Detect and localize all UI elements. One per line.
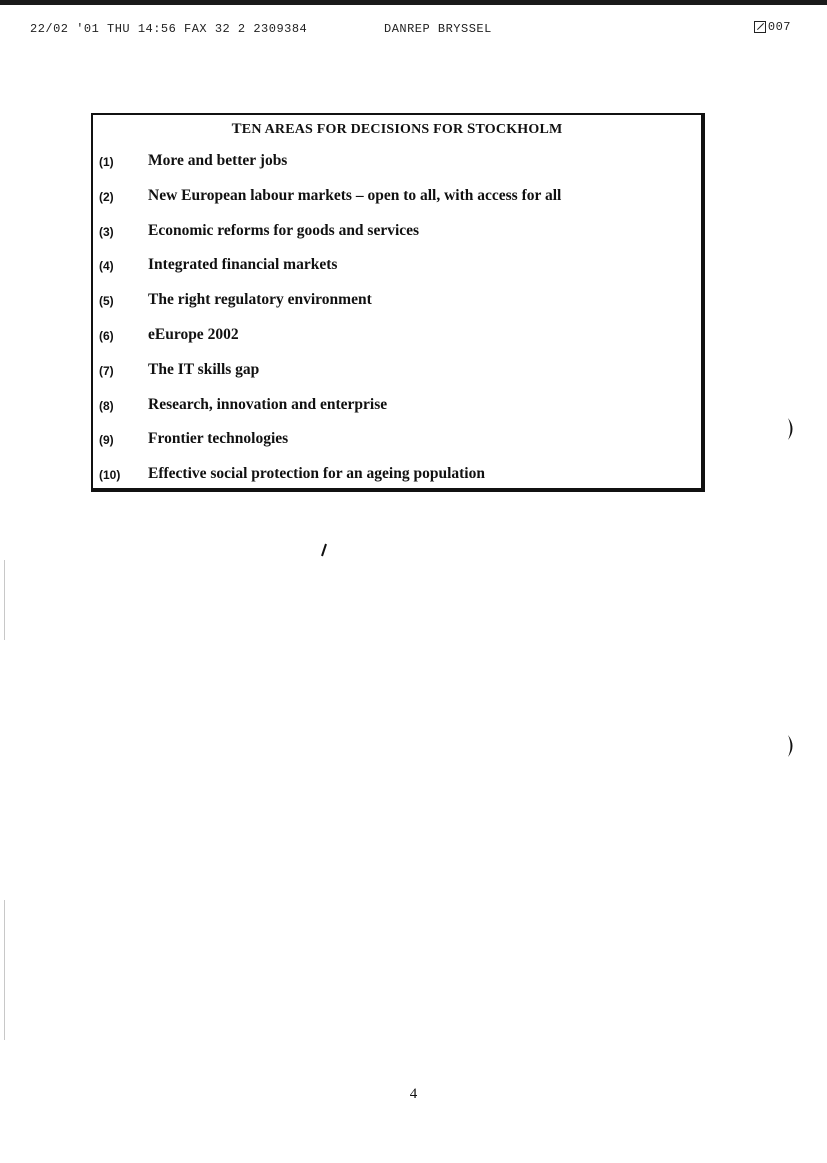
list-item <box>93 256 701 291</box>
item-text: Integrated financial markets <box>148 256 338 274</box>
list-item <box>93 291 701 326</box>
title-part-2: TOCKHOLM <box>475 122 563 137</box>
item-text: More and better jobs <box>148 152 288 169</box>
item-text: The right regulatory environment <box>148 291 372 309</box>
item-text: Effective social protection for an ageing population <box>148 465 485 483</box>
box-title <box>93 121 701 138</box>
item-number: (5) <box>99 294 114 309</box>
item-text: New European labour markets – open to all, with access for all <box>148 186 562 204</box>
list-item <box>93 326 701 361</box>
fax-page-number: 007 <box>767 20 791 34</box>
list-item <box>93 152 701 187</box>
fax-datetime: 22/02 '01 THU 14:56 FAX 32 2 2309384 <box>30 22 308 36</box>
item-text: Frontier technologies <box>148 430 289 448</box>
item-number: (10) <box>99 468 121 483</box>
item-text: The IT skills gap <box>148 360 260 378</box>
item-number: (1) <box>99 155 114 169</box>
list-item <box>93 430 701 465</box>
fax-top-rule <box>0 0 827 5</box>
fax-header <box>30 22 797 40</box>
fax-page-ref <box>754 20 791 34</box>
item-text: eEurope 2002 <box>148 325 239 343</box>
item-number: (4) <box>99 259 114 274</box>
decision-areas-box <box>91 113 705 492</box>
title-initial-s: S <box>466 121 476 137</box>
item-number: (3) <box>99 224 114 239</box>
stray-mark <box>320 543 328 557</box>
title-part-1: EN AREAS FOR DECISIONS FOR <box>241 122 467 137</box>
decision-areas-list <box>93 152 701 500</box>
scan-edge-line <box>4 560 5 640</box>
item-number: (8) <box>99 398 114 413</box>
punch-hole-mark <box>785 416 799 442</box>
list-item <box>93 222 701 257</box>
item-text: Economic reforms for goods and services <box>148 221 420 239</box>
list-item <box>93 396 701 431</box>
page-number: 4 <box>409 1086 418 1102</box>
item-number: (7) <box>99 363 114 378</box>
item-number: (2) <box>99 189 114 204</box>
punch-hole-mark <box>785 733 799 759</box>
fax-checkbox-icon <box>754 21 766 33</box>
fax-sender: DANREP BRYSSEL <box>384 22 492 36</box>
list-item <box>93 465 701 500</box>
item-number: (6) <box>99 328 114 343</box>
title-initial-t: T <box>231 121 242 137</box>
scan-edge-line <box>4 900 5 1040</box>
item-text: Research, innovation and enterprise <box>148 395 388 413</box>
list-item <box>93 361 701 396</box>
list-item <box>93 187 701 222</box>
item-number: (9) <box>99 433 114 448</box>
